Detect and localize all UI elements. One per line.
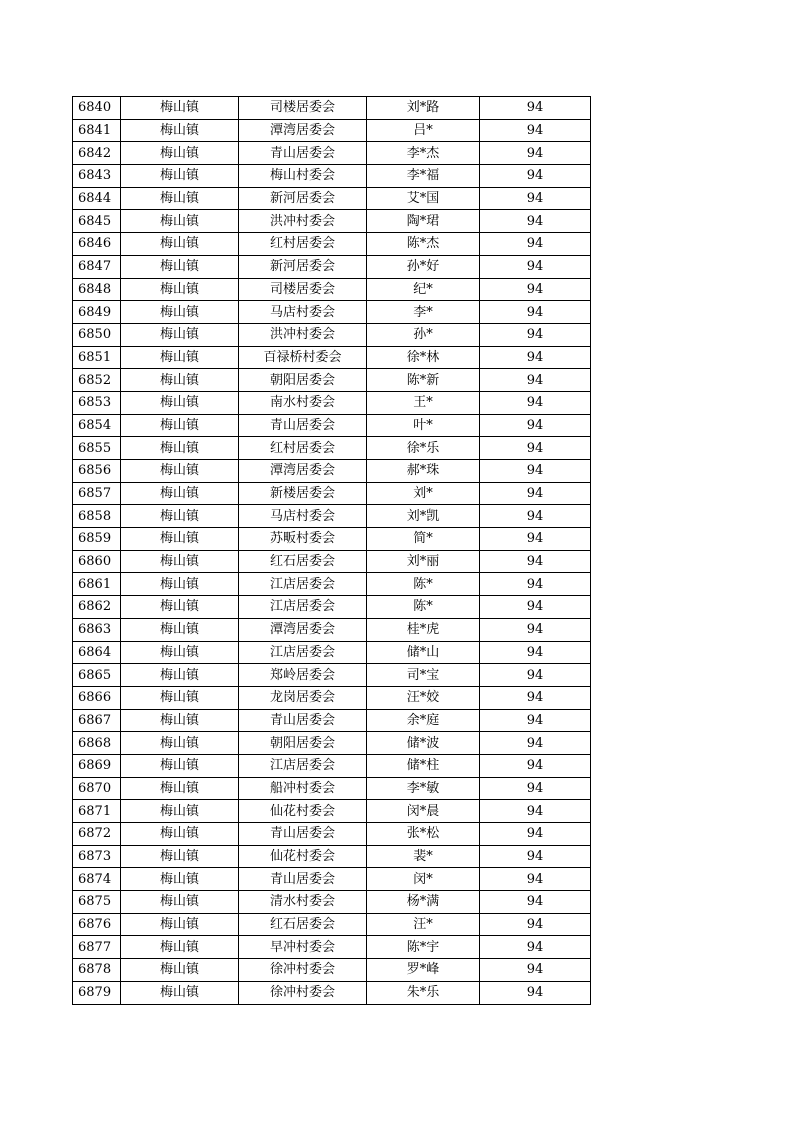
- committee-cell: 朝阳居委会: [239, 369, 367, 392]
- committee-cell: 司楼居委会: [239, 97, 367, 120]
- name-cell: 汪*: [367, 913, 480, 936]
- town-cell: 梅山镇: [121, 482, 239, 505]
- name-cell: 吕*: [367, 119, 480, 142]
- table-row: [73, 346, 591, 369]
- row-number-cell: 6846: [73, 233, 121, 256]
- town-cell: 梅山镇: [121, 845, 239, 868]
- table-row: [73, 845, 591, 868]
- table-row: [73, 255, 591, 278]
- row-number-cell: 6853: [73, 391, 121, 414]
- row-number-cell: 6841: [73, 119, 121, 142]
- town-cell: 梅山镇: [121, 754, 239, 777]
- name-cell: 陈*宇: [367, 936, 480, 959]
- table-row: [73, 573, 591, 596]
- row-number-cell: 6861: [73, 573, 121, 596]
- committee-cell: 仙花村委会: [239, 845, 367, 868]
- table-row: [73, 641, 591, 664]
- table-row: [73, 618, 591, 641]
- committee-cell: 洪冲村委会: [239, 323, 367, 346]
- score-cell: 94: [480, 97, 591, 120]
- town-cell: 梅山镇: [121, 800, 239, 823]
- town-cell: 梅山镇: [121, 323, 239, 346]
- town-cell: 梅山镇: [121, 732, 239, 755]
- table-row: [73, 528, 591, 551]
- row-number-cell: 6872: [73, 823, 121, 846]
- score-cell: 94: [480, 369, 591, 392]
- town-cell: 梅山镇: [121, 913, 239, 936]
- table-row: [73, 414, 591, 437]
- row-number-cell: 6874: [73, 868, 121, 891]
- name-cell: 王*: [367, 391, 480, 414]
- row-number-cell: 6875: [73, 891, 121, 914]
- name-cell: 储*波: [367, 732, 480, 755]
- roster-table-body: [73, 97, 591, 1005]
- name-cell: 陈*: [367, 573, 480, 596]
- name-cell: 陶*珺: [367, 210, 480, 233]
- row-number-cell: 6868: [73, 732, 121, 755]
- name-cell: 简*: [367, 528, 480, 551]
- table-row: [73, 913, 591, 936]
- score-cell: 94: [480, 391, 591, 414]
- row-number-cell: 6879: [73, 981, 121, 1004]
- row-number-cell: 6863: [73, 618, 121, 641]
- name-cell: 李*敏: [367, 777, 480, 800]
- town-cell: 梅山镇: [121, 97, 239, 120]
- table-row: [73, 323, 591, 346]
- town-cell: 梅山镇: [121, 618, 239, 641]
- score-cell: 94: [480, 301, 591, 324]
- committee-cell: 马店村委会: [239, 301, 367, 324]
- score-cell: 94: [480, 596, 591, 619]
- name-cell: 徐*乐: [367, 437, 480, 460]
- committee-cell: 苏畈村委会: [239, 528, 367, 551]
- row-number-cell: 6877: [73, 936, 121, 959]
- town-cell: 梅山镇: [121, 959, 239, 982]
- table-row: [73, 210, 591, 233]
- score-cell: 94: [480, 981, 591, 1004]
- committee-cell: 青山居委会: [239, 142, 367, 165]
- score-cell: 94: [480, 732, 591, 755]
- town-cell: 梅山镇: [121, 437, 239, 460]
- town-cell: 梅山镇: [121, 142, 239, 165]
- row-number-cell: 6844: [73, 187, 121, 210]
- score-cell: 94: [480, 233, 591, 256]
- score-cell: 94: [480, 119, 591, 142]
- table-row: [73, 959, 591, 982]
- row-number-cell: 6840: [73, 97, 121, 120]
- town-cell: 梅山镇: [121, 686, 239, 709]
- score-cell: 94: [480, 641, 591, 664]
- row-number-cell: 6850: [73, 323, 121, 346]
- name-cell: 刘*: [367, 482, 480, 505]
- name-cell: 桂*虎: [367, 618, 480, 641]
- row-number-cell: 6870: [73, 777, 121, 800]
- committee-cell: 青山居委会: [239, 709, 367, 732]
- name-cell: 杨*满: [367, 891, 480, 914]
- table-row: [73, 142, 591, 165]
- row-number-cell: 6856: [73, 460, 121, 483]
- table-row: [73, 97, 591, 120]
- committee-cell: 南水村委会: [239, 391, 367, 414]
- score-cell: 94: [480, 845, 591, 868]
- score-cell: 94: [480, 528, 591, 551]
- row-number-cell: 6855: [73, 437, 121, 460]
- score-cell: 94: [480, 505, 591, 528]
- table-row: [73, 981, 591, 1004]
- table-row: [73, 686, 591, 709]
- town-cell: 梅山镇: [121, 777, 239, 800]
- committee-cell: 司楼居委会: [239, 278, 367, 301]
- score-cell: 94: [480, 686, 591, 709]
- committee-cell: 红村居委会: [239, 233, 367, 256]
- table-row: [73, 233, 591, 256]
- committee-cell: 新河居委会: [239, 255, 367, 278]
- table-row: [73, 732, 591, 755]
- table-row: [73, 550, 591, 573]
- town-cell: 梅山镇: [121, 550, 239, 573]
- name-cell: 李*福: [367, 165, 480, 188]
- row-number-cell: 6867: [73, 709, 121, 732]
- town-cell: 梅山镇: [121, 233, 239, 256]
- score-cell: 94: [480, 664, 591, 687]
- score-cell: 94: [480, 823, 591, 846]
- committee-cell: 红石居委会: [239, 913, 367, 936]
- town-cell: 梅山镇: [121, 119, 239, 142]
- name-cell: 闵*晨: [367, 800, 480, 823]
- name-cell: 闵*: [367, 868, 480, 891]
- committee-cell: 徐冲村委会: [239, 959, 367, 982]
- table-row: [73, 709, 591, 732]
- name-cell: 汪*姣: [367, 686, 480, 709]
- town-cell: 梅山镇: [121, 165, 239, 188]
- town-cell: 梅山镇: [121, 528, 239, 551]
- table-row: [73, 868, 591, 891]
- committee-cell: 百禄桥村委会: [239, 346, 367, 369]
- name-cell: 司*宝: [367, 664, 480, 687]
- town-cell: 梅山镇: [121, 596, 239, 619]
- name-cell: 郝*珠: [367, 460, 480, 483]
- committee-cell: 新楼居委会: [239, 482, 367, 505]
- name-cell: 李*: [367, 301, 480, 324]
- score-cell: 94: [480, 936, 591, 959]
- name-cell: 刘*路: [367, 97, 480, 120]
- table-row: [73, 301, 591, 324]
- name-cell: 纪*: [367, 278, 480, 301]
- score-cell: 94: [480, 414, 591, 437]
- committee-cell: 青山居委会: [239, 823, 367, 846]
- score-cell: 94: [480, 210, 591, 233]
- table-row: [73, 754, 591, 777]
- table-row: [73, 891, 591, 914]
- score-cell: 94: [480, 187, 591, 210]
- committee-cell: 清水村委会: [239, 891, 367, 914]
- town-cell: 梅山镇: [121, 255, 239, 278]
- name-cell: 陈*: [367, 596, 480, 619]
- committee-cell: 朝阳居委会: [239, 732, 367, 755]
- town-cell: 梅山镇: [121, 369, 239, 392]
- score-cell: 94: [480, 959, 591, 982]
- table-row: [73, 165, 591, 188]
- committee-cell: 梅山村委会: [239, 165, 367, 188]
- roster-table: [72, 96, 591, 1005]
- score-cell: 94: [480, 460, 591, 483]
- score-cell: 94: [480, 346, 591, 369]
- committee-cell: 洪冲村委会: [239, 210, 367, 233]
- name-cell: 刘*丽: [367, 550, 480, 573]
- committee-cell: 早冲村委会: [239, 936, 367, 959]
- score-cell: 94: [480, 550, 591, 573]
- name-cell: 朱*乐: [367, 981, 480, 1004]
- committee-cell: 江店居委会: [239, 573, 367, 596]
- town-cell: 梅山镇: [121, 414, 239, 437]
- row-number-cell: 6862: [73, 596, 121, 619]
- table-row: [73, 800, 591, 823]
- name-cell: 徐*林: [367, 346, 480, 369]
- name-cell: 张*松: [367, 823, 480, 846]
- committee-cell: 青山居委会: [239, 414, 367, 437]
- committee-cell: 龙岗居委会: [239, 686, 367, 709]
- committee-cell: 马店村委会: [239, 505, 367, 528]
- town-cell: 梅山镇: [121, 391, 239, 414]
- town-cell: 梅山镇: [121, 823, 239, 846]
- row-number-cell: 6878: [73, 959, 121, 982]
- score-cell: 94: [480, 278, 591, 301]
- name-cell: 刘*凯: [367, 505, 480, 528]
- table-row: [73, 460, 591, 483]
- row-number-cell: 6873: [73, 845, 121, 868]
- table-row: [73, 505, 591, 528]
- committee-cell: 新河居委会: [239, 187, 367, 210]
- table-row: [73, 936, 591, 959]
- score-cell: 94: [480, 891, 591, 914]
- score-cell: 94: [480, 255, 591, 278]
- table-row: [73, 437, 591, 460]
- town-cell: 梅山镇: [121, 868, 239, 891]
- town-cell: 梅山镇: [121, 210, 239, 233]
- row-number-cell: 6858: [73, 505, 121, 528]
- table-row: [73, 823, 591, 846]
- committee-cell: 江店居委会: [239, 754, 367, 777]
- name-cell: 陈*新: [367, 369, 480, 392]
- name-cell: 储*柱: [367, 754, 480, 777]
- name-cell: 余*庭: [367, 709, 480, 732]
- row-number-cell: 6848: [73, 278, 121, 301]
- town-cell: 梅山镇: [121, 641, 239, 664]
- town-cell: 梅山镇: [121, 505, 239, 528]
- town-cell: 梅山镇: [121, 664, 239, 687]
- row-number-cell: 6865: [73, 664, 121, 687]
- row-number-cell: 6860: [73, 550, 121, 573]
- score-cell: 94: [480, 777, 591, 800]
- committee-cell: 船冲村委会: [239, 777, 367, 800]
- committee-cell: 潭湾居委会: [239, 618, 367, 641]
- score-cell: 94: [480, 800, 591, 823]
- committee-cell: 郑岭居委会: [239, 664, 367, 687]
- row-number-cell: 6857: [73, 482, 121, 505]
- score-cell: 94: [480, 709, 591, 732]
- row-number-cell: 6845: [73, 210, 121, 233]
- committee-cell: 青山居委会: [239, 868, 367, 891]
- table-row: [73, 187, 591, 210]
- row-number-cell: 6852: [73, 369, 121, 392]
- score-cell: 94: [480, 618, 591, 641]
- row-number-cell: 6866: [73, 686, 121, 709]
- table-row: [73, 482, 591, 505]
- row-number-cell: 6854: [73, 414, 121, 437]
- score-cell: 94: [480, 754, 591, 777]
- committee-cell: 仙花村委会: [239, 800, 367, 823]
- name-cell: 李*杰: [367, 142, 480, 165]
- table-row: [73, 278, 591, 301]
- town-cell: 梅山镇: [121, 936, 239, 959]
- row-number-cell: 6847: [73, 255, 121, 278]
- row-number-cell: 6871: [73, 800, 121, 823]
- row-number-cell: 6859: [73, 528, 121, 551]
- committee-cell: 潭湾居委会: [239, 460, 367, 483]
- town-cell: 梅山镇: [121, 278, 239, 301]
- committee-cell: 红石居委会: [239, 550, 367, 573]
- name-cell: 陈*杰: [367, 233, 480, 256]
- table-row: [73, 777, 591, 800]
- score-cell: 94: [480, 437, 591, 460]
- score-cell: 94: [480, 913, 591, 936]
- committee-cell: 江店居委会: [239, 596, 367, 619]
- score-cell: 94: [480, 142, 591, 165]
- table-row: [73, 664, 591, 687]
- score-cell: 94: [480, 323, 591, 346]
- score-cell: 94: [480, 482, 591, 505]
- score-cell: 94: [480, 868, 591, 891]
- name-cell: 储*山: [367, 641, 480, 664]
- name-cell: 孙*好: [367, 255, 480, 278]
- row-number-cell: 6869: [73, 754, 121, 777]
- score-cell: 94: [480, 573, 591, 596]
- town-cell: 梅山镇: [121, 981, 239, 1004]
- name-cell: 艾*国: [367, 187, 480, 210]
- town-cell: 梅山镇: [121, 301, 239, 324]
- table-row: [73, 596, 591, 619]
- town-cell: 梅山镇: [121, 709, 239, 732]
- name-cell: 罗*峰: [367, 959, 480, 982]
- name-cell: 叶*: [367, 414, 480, 437]
- score-cell: 94: [480, 165, 591, 188]
- table-row: [73, 391, 591, 414]
- town-cell: 梅山镇: [121, 346, 239, 369]
- committee-cell: 徐冲村委会: [239, 981, 367, 1004]
- table-row: [73, 369, 591, 392]
- table-row: [73, 119, 591, 142]
- town-cell: 梅山镇: [121, 187, 239, 210]
- row-number-cell: 6864: [73, 641, 121, 664]
- row-number-cell: 6876: [73, 913, 121, 936]
- committee-cell: 潭湾居委会: [239, 119, 367, 142]
- row-number-cell: 6843: [73, 165, 121, 188]
- town-cell: 梅山镇: [121, 573, 239, 596]
- name-cell: 裴*: [367, 845, 480, 868]
- town-cell: 梅山镇: [121, 891, 239, 914]
- row-number-cell: 6842: [73, 142, 121, 165]
- town-cell: 梅山镇: [121, 460, 239, 483]
- committee-cell: 江店居委会: [239, 641, 367, 664]
- committee-cell: 红村居委会: [239, 437, 367, 460]
- row-number-cell: 6851: [73, 346, 121, 369]
- row-number-cell: 6849: [73, 301, 121, 324]
- name-cell: 孙*: [367, 323, 480, 346]
